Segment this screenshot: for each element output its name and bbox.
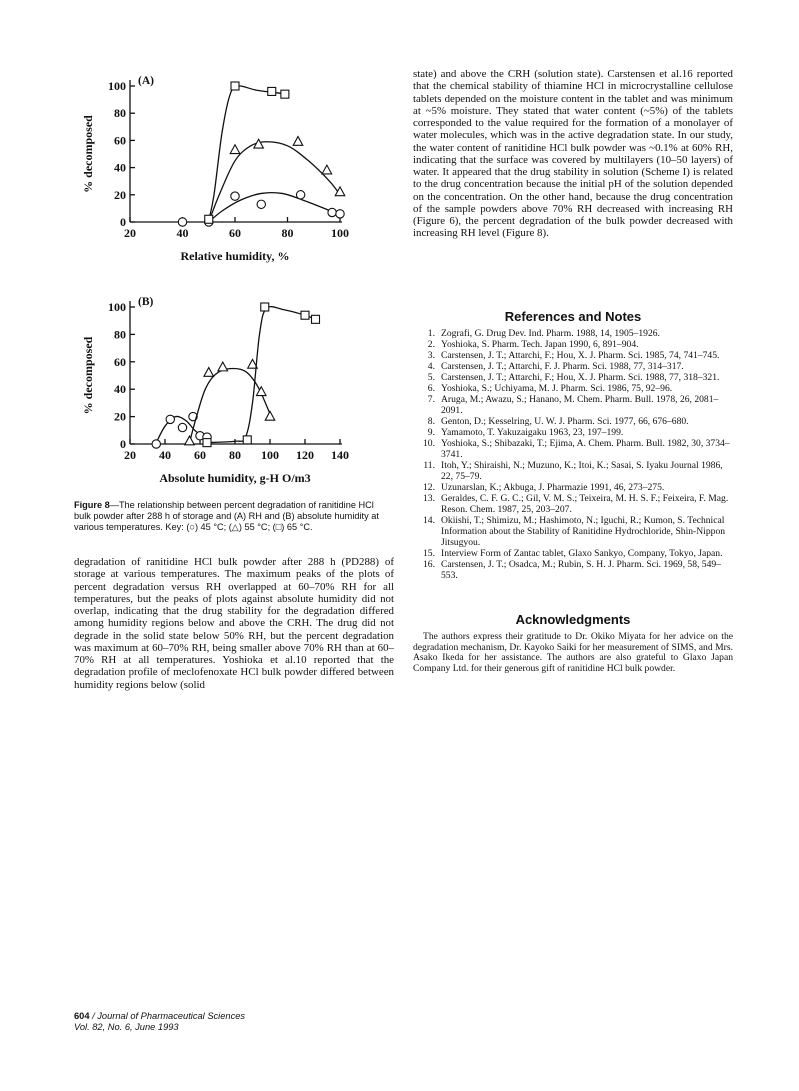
reference-text: Itoh, Y.; Shiraishi, N.; Muzuno, K.; Itoi, K.; Sasai, S. Iyaku Journal 1986, 22, 75–79.	[441, 460, 723, 482]
reference-number: 9.	[427, 427, 435, 438]
reference-text: Genton, D.; Kesselring, U. W. J. Pharm. Sci. 1977, 66, 676–680.	[441, 416, 689, 427]
reference-text: Geraldes, C. F. G. C.; Gil, V. M. S.; Teixeira, M. H. S. F.; Feixeira, F. Mag. Reson. Chem. 1987, 25, 203–207.	[441, 493, 729, 515]
x-tick-label: 60	[229, 226, 241, 240]
y-axis-label: % decomposed	[81, 336, 95, 415]
y-tick-label: 20	[114, 409, 126, 424]
y-tick-label: 100	[108, 300, 126, 314]
reference-text: Carstensen, J. T.; Attarchi, F.; Hou, X. J. Pharm. Sci. 1985, 74, 741–745.	[441, 350, 720, 361]
reference-number: 16.	[423, 559, 435, 570]
data-point-triangle	[335, 187, 345, 196]
data-point-triangle	[218, 362, 228, 371]
reference-item	[413, 482, 733, 493]
reference-number: 13.	[423, 493, 435, 504]
page-footer	[74, 1011, 245, 1033]
x-tick-label: 140	[331, 448, 349, 462]
reference-item	[413, 361, 733, 372]
reference-text: Uzunarslan, K.; Akbuga, J. Pharmazie 1991, 46, 273–275.	[441, 482, 665, 493]
y-tick-label: 0	[120, 437, 126, 451]
left-column-paragraph: degradation of ranitidine HCl bulk powder after 288 h (PD288) of storage at various temperatures. The maximum peaks of the plots of percent degradation versus RH overlapped at 60–70% RH for all temperatures, but the peaks of plots against absolute humidity did not overlap, indicating that the drug stability for the degradation differed among humidity regions below and above the CRH. The drug did not degrade in the solid state below 50% RH, but the percent degradation was maximum at 60–70% RH, being smaller above 70% RH than at 60–70% RH at all temperatures. Yoshioka et al.10 reported that the degradation profile of meclofenoxate HCl bulk powder differed between humidity regions below (solid	[74, 556, 394, 691]
volume-info: Vol. 82, No. 6, June 1993	[74, 1022, 179, 1032]
figure-8a-chart	[70, 66, 370, 286]
reference-item	[413, 372, 733, 383]
data-point-square	[243, 436, 251, 444]
x-tick-label: 100	[261, 448, 279, 462]
series-curve-triangle	[209, 142, 340, 222]
data-point-circle	[296, 191, 304, 199]
data-point-triangle	[265, 411, 275, 420]
y-tick-label: 80	[114, 327, 126, 342]
data-point-square	[301, 311, 309, 319]
journal-name: / Journal of Pharmaceutical Sciences	[89, 1011, 246, 1021]
figure-caption	[74, 500, 392, 534]
figure-caption-text: —The relationship between percent degradation of ranitidine HCl bulk powder after 288 h of storage and (A) RH and (B) absolute humidity at various temperatures. Key: (○) 45 °C; (△) 55 °C; (□) 65 °C.	[74, 500, 379, 533]
data-point-circle	[178, 423, 186, 431]
x-tick-label: 100	[331, 226, 349, 240]
data-point-triangle	[293, 137, 303, 146]
reference-item	[413, 438, 733, 460]
data-point-circle	[328, 208, 336, 216]
reference-number: 6.	[427, 383, 435, 394]
references-heading: References and Notes	[504, 309, 642, 324]
reference-text: Interview Form of Zantac tablet, Glaxo Sankyo, Company, Tokyo, Japan.	[441, 548, 723, 559]
x-tick-label: 60	[194, 448, 206, 462]
reference-item	[413, 394, 733, 416]
figure-8b-chart	[70, 288, 370, 500]
series-curve-circle	[209, 193, 340, 222]
reference-number: 14.	[423, 515, 435, 526]
reference-item	[413, 416, 733, 427]
x-tick-label: 40	[159, 448, 171, 462]
y-tick-label: 20	[114, 187, 126, 202]
data-point-square	[205, 215, 213, 223]
reference-number: 12.	[423, 482, 435, 493]
reference-text: Carstensen, J. T.; Attarchi, F.; Hou, X. J. Pharm. Sci. 1988, 77, 318–321.	[441, 372, 720, 383]
data-point-circle	[178, 218, 186, 226]
reference-item	[413, 383, 733, 394]
x-tick-label: 80	[281, 226, 294, 240]
reference-number: 2.	[427, 339, 435, 350]
x-tick-label: 120	[296, 448, 314, 462]
data-point-triangle	[204, 368, 214, 377]
reference-text: Aruga, M.; Awazu, S.; Hanano, M. Chem. Pharm. Bull. 1978, 26, 2081–2091.	[441, 394, 719, 416]
reference-item	[413, 493, 733, 515]
reference-item	[413, 350, 733, 361]
y-tick-label: 80	[114, 106, 126, 121]
figure-8b-svg	[70, 288, 370, 500]
figure-8a-svg	[70, 66, 370, 286]
y-tick-label: 0	[120, 215, 126, 229]
data-point-triangle	[185, 436, 195, 445]
figure-caption-label: Figure 8	[74, 500, 110, 510]
y-tick-label: 40	[114, 382, 126, 397]
reference-item	[413, 460, 733, 482]
references-list	[413, 328, 733, 581]
reference-text: Yoshioka, S.; Shibazaki, T.; Ejima, A. Chem. Pharm. Bull. 1982, 30, 3734–3741.	[441, 438, 730, 460]
series-curve-square	[207, 307, 316, 443]
right-column-paragraph: state) and above the CRH (solution state). Carstensen et al.16 reported that the chemical stability of thiamine HCl in microcrystalline cellulose tablets depended on the moisture content in the tablet and was minimum at ~5% moisture. They stated that water content (~5%) of the tablets corresponded to the value required for the formation of a monolayer of water molecules, which was in the active degradation state. In our study, the water content of ranitidine HCl bulk powder was ~0.1% at 60% RH, indicating that the surface was covered by multilayers (10–50 layers) of water. It appeared that the drug stability in solution (Scheme I) is related to the drug concentration because the initial pH of the solution depended on the concentration. On the other hand, because the drug concentration of the sample powders above 70% RH decreased with increasing RH (Figure 6), the percent degradation of the bulk powder decreased with increasing RH level (Figure 8).	[413, 68, 733, 240]
data-point-square	[281, 90, 289, 98]
y-tick-label: 40	[114, 160, 126, 175]
data-point-circle	[166, 415, 174, 423]
reference-number: 3.	[427, 350, 435, 361]
reference-text: Yoshioka, S. Pharm. Tech. Japan 1990, 6, 891–904.	[441, 339, 639, 350]
x-axis-label: Absolute humidity, g-H O/m3	[159, 471, 311, 485]
reference-text: Zografi, G. Drug Dev. Ind. Pharm. 1988, 14, 1905–1926.	[441, 328, 660, 339]
y-tick-label: 60	[114, 133, 126, 148]
reference-number: 1.	[427, 328, 435, 339]
data-point-square	[261, 303, 269, 311]
acknowledgments-heading: Acknowledgments	[515, 612, 631, 627]
data-point-triangle	[322, 165, 332, 174]
reference-text: Carstensen, J. T.; Attarchi, F. J. Pharm. Sci. 1988, 77, 314–317.	[441, 361, 684, 372]
acknowledgments-text: The authors express their gratitude to Dr. Okiko Miyata for her advice on the degradation mechanism, Dr. Kayoko Saiki for her measurement of SIMS, and Mrs. Asako Ikeda for her assistance. The authors are also grateful to Glaxo Japan Company Ltd. for their generous gift of ranitidine HCl bulk powder.	[413, 631, 733, 674]
y-tick-label: 100	[108, 79, 126, 93]
data-point-circle	[336, 210, 344, 218]
reference-number: 11.	[423, 460, 435, 471]
x-tick-label: 20	[124, 448, 136, 462]
data-point-square	[203, 439, 211, 447]
series-curve-square	[209, 86, 285, 221]
reference-item	[413, 339, 733, 350]
reference-number: 15.	[423, 548, 435, 559]
reference-number: 8.	[427, 416, 435, 427]
reference-number: 4.	[427, 361, 435, 372]
x-tick-label: 80	[229, 448, 241, 462]
reference-number: 7.	[427, 394, 435, 405]
data-point-circle	[152, 440, 160, 448]
reference-item	[413, 427, 733, 438]
reference-text: Carstensen, J. T.; Osadca, M.; Rubin, S. H. J. Pharm. Sci. 1969, 58, 549–553.	[441, 559, 721, 581]
reference-item	[413, 548, 733, 559]
x-axis-label: Relative humidity, %	[180, 249, 290, 263]
data-point-circle	[257, 200, 265, 208]
data-point-square	[312, 315, 320, 323]
reference-item	[413, 328, 733, 339]
page-number: 604	[74, 1011, 90, 1021]
data-point-square	[268, 87, 276, 95]
reference-text: Okiishi, T.; Shimizu, M.; Hashimoto, N.; Iguchi, R.; Kumon, S. Technical Information about the Stability of Ranitidine Hydrochloride, Shin-Nippon Jitsugyou.	[441, 515, 726, 548]
panel-label: (A)	[138, 75, 154, 87]
reference-number: 5.	[427, 372, 435, 383]
reference-number: 10.	[423, 438, 435, 449]
reference-text: Yamamoto, T. Yakuzaigaku 1963, 23, 197–199.	[441, 427, 624, 438]
reference-text: Yoshioka, S.; Uchiyama, M. J. Pharm. Sci. 1986, 75, 92–96.	[441, 383, 673, 394]
y-tick-label: 60	[114, 354, 126, 369]
data-point-square	[231, 82, 239, 90]
panel-label: (B)	[138, 296, 154, 308]
x-tick-label: 20	[124, 226, 136, 240]
data-point-circle	[231, 192, 239, 200]
x-tick-label: 40	[176, 226, 189, 240]
y-axis-label: % decomposed	[81, 115, 95, 193]
data-point-triangle	[230, 145, 240, 154]
reference-item	[413, 515, 733, 548]
reference-item	[413, 559, 733, 581]
